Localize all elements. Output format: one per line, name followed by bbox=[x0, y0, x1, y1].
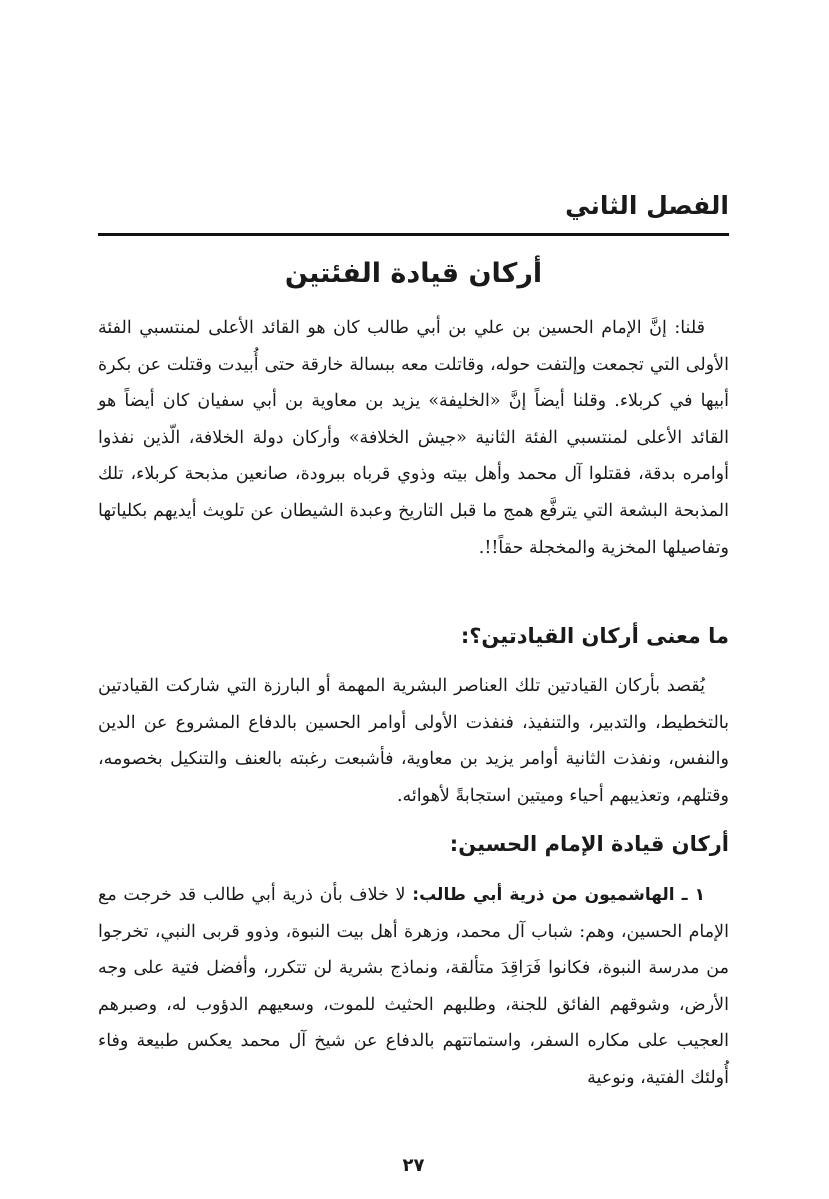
item-1-paragraph bbox=[98, 877, 729, 1097]
subheading-hussein-pillars: أركان قيادة الإمام الحسين: bbox=[449, 832, 729, 856]
intro-paragraph-text: قلنا: إنَّ الإمام الحسين بن علي بن أبي طالب كان هو القائد الأعلى لمنتسبي الفئة الأولى التي تجمعت وإلتفت حوله، وقاتلت معه ببسالة خارقة حتى أُبيدت وقتلت عن بكرة أبيها في كربلاء. وقلنا أيضاً إنَّ «الخليفة» يزيد بن معاوية بن أبي سفيان كان أيضاً هو القائد الأعلى لمنتسبي الفئة الثانية «جيش الخلافة» وأركان دولة الخلافة، الّذين نفذوا أوامره بدقة، فقتلوا آل محمد وأهل بيته وذوي قرباه ببرودة، صانعين مذبحة كربلاء، تلك المذبحة البشعة التي يترفَّع همج ما قبل التاريخ وعبدة الشيطان عن تلويث أيديهم بكلياتها وتفاصيلها المخزية والمخجلة حقاً!!. bbox=[98, 318, 730, 558]
book-page bbox=[98, 0, 729, 1199]
meaning-paragraph bbox=[98, 668, 729, 814]
subheading-meaning: ما معنى أركان القيادتين؟: bbox=[460, 624, 729, 648]
page-number: ٢٧ bbox=[402, 1155, 425, 1176]
section-title: أركان قيادة الفئتين bbox=[284, 258, 543, 289]
item-1-lead: ١ ـ الهاشميون من ذرية أبي طالب: bbox=[412, 885, 705, 905]
chapter-label: الفصل الثاني bbox=[565, 191, 729, 220]
meaning-paragraph-text: يُقصد بأركان القيادتين تلك العناصر البشرية المهمة أو البارزة التي شاركت القيادتين بالتخطيط، والتدبير، والتنفيذ، فنفذت الأولى أوامر الحسين بالدفاع المشروع عن الدين والنفس، ونفذت الثانية أوامر يزيد بن معاوية، فأشبعت رغبته بالعنف والتنكيل بخصومه، وقتلهم، وتعذيبهم أحياء وميتين استجابةً لأهوائه. bbox=[98, 676, 729, 806]
chapter-divider-line bbox=[98, 233, 729, 236]
intro-paragraph bbox=[98, 310, 729, 566]
item-1-body: لا خلاف بأن ذرية أبي طالب قد خرجت مع الإمام الحسين، وهم: شباب آل محمد، وزهرة أهل بيت النبوة، وذوو قربى النبي، تخرجوا من مدرسة النبوة، فكانوا فَرَاقِدَ متألقة، ونماذج بشرية لن تتكرر، وأفضل فتية على وجه الأرض، وشوقهم الفائق للجنة، وطلبهم الحثيث للموت، وسعيهم الدؤوب له، وصبرهم العجيب على مكاره السفر، واستماتتهم بالدفاع عن شيخ آل محمد يعكس طبيعة وفاء أُولئك الفتية، ونوعية bbox=[98, 885, 729, 1088]
